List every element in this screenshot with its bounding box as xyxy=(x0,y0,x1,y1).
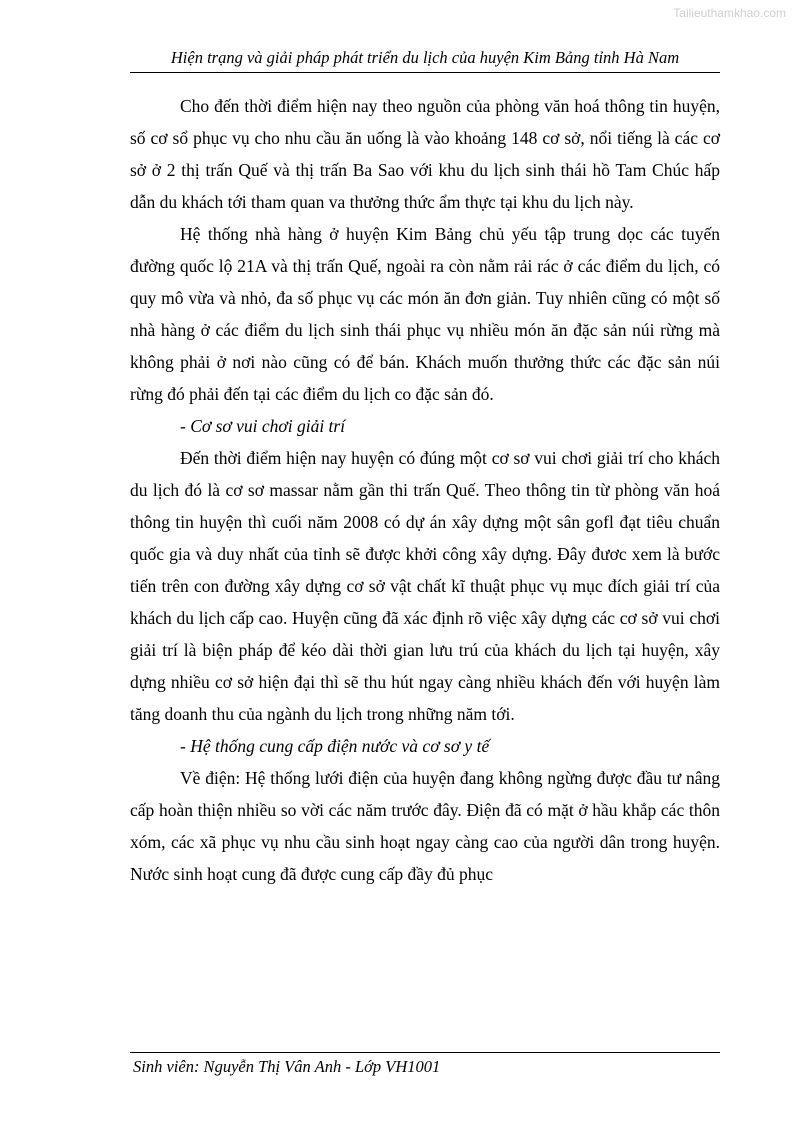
watermark: Tailieuthamkhao.com xyxy=(673,6,786,20)
footer-divider xyxy=(130,1052,720,1053)
page-header-title: Hiện trạng và giải pháp phát triển du lịch của huyện Kim Bảng tỉnh Hà Nam xyxy=(170,48,680,67)
paragraph-electricity: Về điện: Hệ thống lưới điện của huyện đang không ngừng được đầu tư nâng cấp hoàn thiện nhiều so vời các năm trước đây. Điện đã có mặt ở hầu khắp các thôn xóm, các xã phục vụ nhu cầu sinh hoạt ngay càng cao của người dân trong huyện. Nước sinh hoạt cung đã được cung cấp đầy đủ phục xyxy=(130,768,720,884)
document-body xyxy=(130,90,720,890)
subheading-entertainment: - Cơ sơ vui chơi giải trí xyxy=(180,416,346,436)
paragraph-food-services: Cho đến thời điểm hiện nay theo nguồn của phòng văn hoá thông tin huyện, số cơ sổ phục vụ cho nhu cầu ăn uống là vào khoảng 148 cơ sở, nổi tiếng là các cơ sở ở 2 thị trấn Quế và thị trấn Ba Sao với khu du lịch sinh thái hồ Tam Chúc hấp dẫn du khách tới tham quan va thưởng thức ẩm thực tại khu du lịch này. xyxy=(130,96,720,212)
paragraph-entertainment: Đến thời điểm hiện nay huyện có đúng một cơ sơ vui chơi giải trí cho khách du lịch đó là cơ sơ massar nằm gần thi trấn Quế. Theo thông tin từ phòng văn hoá thông tin huyện thì cuối năm 2008 có dự án xây dựng một sân gofl đạt tiêu chuẩn quốc gia và duy nhất của tỉnh sẽ được khởi công xây dựng. Đây đươc xem là bước tiến trên con đường xây dựng cơ sở vật chất kĩ thuật phục vụ mục đích giải trí của khách du lịch cấp cao. Huyện cũng đã xác định rõ việc xây dựng các cơ sở vui chơi giải trí là biện pháp để kéo dài thời gian lưu trú của khách du lịch tại huyện, xây dựng nhiều cơ sở hiện đại thì sẽ thu hút ngay càng nhiều khách đến với huyện làm tăng doanh thu của ngành du lịch trong những năm tới. xyxy=(130,448,720,724)
header-divider xyxy=(130,72,720,73)
paragraph-restaurants: Hệ thống nhà hàng ở huyện Kim Bảng chủ yếu tập trung dọc các tuyến đường quốc lộ 21A và thị trấn Quế, ngoài ra còn nằm rải rác ở các điểm du lịch, có quy mô vừa và nhỏ, đa số phục vụ các món ăn đơn giản. Tuy nhiên cũng có một số nhà hàng ở các điểm du lịch sinh thái phục vụ nhiều món ăn đặc sản núi rừng mà không phải ở nơi nào cũng có để bán. Khách muốn thưởng thức các đặc sản núi rừng đó phải đến tại các điểm du lịch co đặc sản đó. xyxy=(130,224,720,404)
page-footer: Sinh viên: Nguyễn Thị Vân Anh - Lớp VH1001 xyxy=(133,1057,441,1076)
subheading-utilities-health: - Hệ thống cung cấp điện nước và cơ sơ y tế xyxy=(180,736,490,756)
